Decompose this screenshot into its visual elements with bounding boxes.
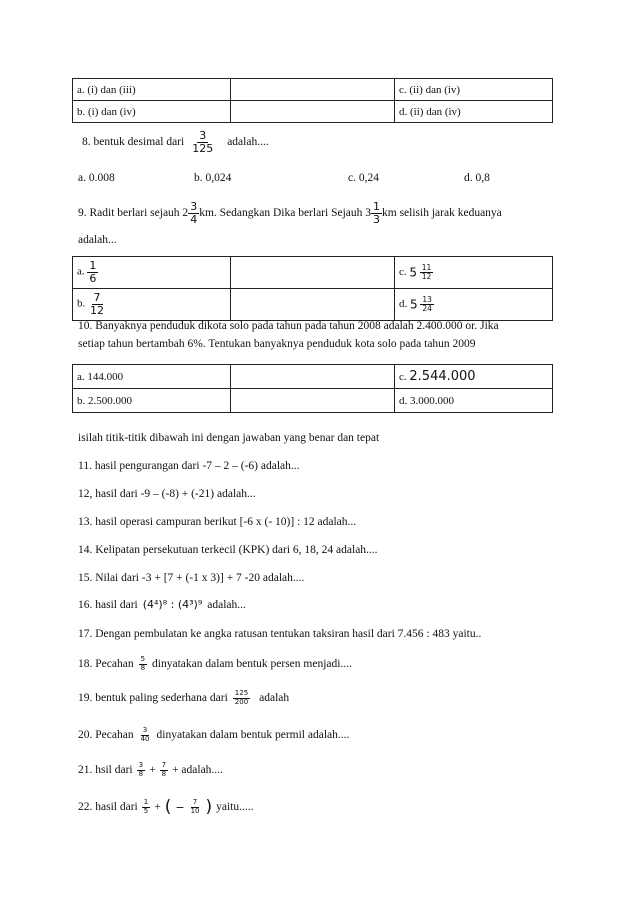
q22-plus: + bbox=[154, 801, 161, 813]
q9-opt-d-num: 13 bbox=[422, 295, 432, 305]
q8-option-a: a. 0.008 bbox=[78, 172, 115, 184]
q9-option-c bbox=[395, 257, 553, 289]
q8-denominator: 125 bbox=[192, 141, 214, 155]
q8-fraction bbox=[190, 130, 215, 154]
question-16 bbox=[78, 598, 246, 611]
q21-prefix: 21. hsil dari bbox=[78, 764, 133, 776]
q21-fraction-1 bbox=[137, 762, 145, 778]
q9-opt-b-den: 12 bbox=[90, 304, 104, 317]
q8-option-d: d. 0,8 bbox=[464, 172, 490, 184]
empty-cell bbox=[231, 79, 395, 101]
question-18 bbox=[78, 650, 352, 678]
q21-num2: 7 bbox=[161, 761, 167, 770]
empty-cell bbox=[231, 365, 395, 389]
section-instruction: isilah titik-titik dibawah ini dengan jawaban yang benar dan tepat bbox=[78, 432, 380, 444]
empty-cell bbox=[231, 257, 395, 289]
q9-opt-c-whole: 5 bbox=[409, 265, 418, 280]
q9-frac2-num: 1 bbox=[373, 199, 381, 213]
q21-num1: 3 bbox=[138, 761, 144, 770]
question-19 bbox=[78, 684, 289, 712]
q9-text-c: km selisih jarak keduanya bbox=[382, 207, 502, 219]
q8-option-b: b. 0,024 bbox=[194, 172, 232, 184]
q7-option-b: b. (i) dan (iv) bbox=[73, 101, 231, 123]
q18-den: 8 bbox=[140, 663, 146, 672]
q20-den: 40 bbox=[140, 734, 150, 743]
q10-opt-c-value: 2.544.000 bbox=[409, 369, 476, 384]
q7-option-c: c. (ii) dan (iv) bbox=[395, 79, 553, 101]
q9-opt-d-den: 24 bbox=[422, 304, 432, 313]
q16-prefix: 16. hasil dari bbox=[78, 598, 138, 611]
q21-den1: 8 bbox=[138, 769, 144, 778]
q21-den2: 8 bbox=[161, 769, 167, 778]
q18-suffix: dinyatakan dalam bentuk persen menjadi.... bbox=[152, 658, 352, 670]
q7-option-a: a. (i) dan (iii) bbox=[73, 79, 231, 101]
q20-suffix: dinyatakan dalam bentuk permil adalah.... bbox=[156, 729, 350, 741]
q9-fraction-1 bbox=[188, 201, 199, 225]
q9-opt-c-den: 12 bbox=[421, 272, 432, 281]
q20-fraction bbox=[139, 727, 152, 743]
q9-opt-c-fraction bbox=[420, 264, 434, 281]
q9-opt-a-fraction bbox=[87, 260, 98, 284]
q22-den1: 5 bbox=[143, 806, 149, 815]
q22-fraction-2 bbox=[189, 799, 202, 815]
q9-opt-d-fraction bbox=[420, 296, 434, 313]
q10-option-c bbox=[395, 365, 553, 389]
question-13: 13. hasil operasi campuran berikut [-6 x (- 10)] : 12 adalah... bbox=[78, 516, 357, 528]
q22-prefix: 22. hasil dari bbox=[78, 801, 138, 813]
question-17: 17. Dengan pembulatan ke angka ratusan tentukan taksiran hasil dari 7.456 : 483 yaitu.. bbox=[78, 628, 482, 640]
q9-opt-d-label: d. bbox=[399, 298, 408, 311]
q10-option-b: b. 2.500.000 bbox=[73, 389, 231, 413]
question-20 bbox=[78, 721, 349, 749]
q22-den2: 10 bbox=[190, 806, 200, 815]
empty-cell bbox=[231, 389, 395, 413]
q9-option-b bbox=[73, 289, 231, 321]
q9-opt-b-num: 7 bbox=[93, 291, 101, 305]
q9-line-2: adalah... bbox=[78, 234, 117, 246]
q22-suffix: yaitu..... bbox=[216, 801, 254, 813]
q22-open-paren: ( bbox=[164, 797, 172, 817]
q9-option-d bbox=[395, 289, 553, 321]
question-22 bbox=[78, 790, 254, 824]
q9-opt-d-whole: 5 bbox=[410, 297, 418, 312]
q9-opt-b-fraction bbox=[88, 292, 106, 316]
empty-cell bbox=[231, 101, 395, 123]
q9-frac2-den: 3 bbox=[373, 212, 381, 226]
q19-den: 200 bbox=[234, 697, 249, 706]
q21-fraction-2 bbox=[160, 762, 168, 778]
q9-text-b: km. Sedangkan Dika berlari Sejauh 3 bbox=[199, 207, 372, 219]
q22-minus: − bbox=[175, 800, 185, 814]
q8-prefix: 8. bentuk desimal dari bbox=[82, 136, 185, 148]
q7-option-d: d. (ii) dan (iv) bbox=[395, 101, 553, 123]
q22-num1: 1 bbox=[143, 798, 149, 807]
q22-fraction-1 bbox=[142, 799, 150, 815]
q18-num: 5 bbox=[140, 655, 146, 664]
q9-opt-c-num: 11 bbox=[421, 263, 432, 273]
q21-plus: + bbox=[149, 764, 156, 776]
q22-close-paren: ) bbox=[205, 797, 213, 817]
q9-option-a bbox=[73, 257, 231, 289]
q10-option-a: a. 144.000 bbox=[73, 365, 231, 389]
q9-opt-a-num: 1 bbox=[89, 259, 97, 273]
question-12: 12, hasil dari -9 – (-8) + (-21) adalah... bbox=[78, 488, 256, 500]
q21-suffix: + adalah.... bbox=[172, 764, 223, 776]
question-15: 15. Nilai dari -3 + [7 + (-1 x 3)] + 7 -20 adalah.... bbox=[78, 572, 305, 584]
q9-opt-a-label: a. bbox=[77, 266, 85, 279]
q18-fraction bbox=[139, 656, 147, 672]
q20-prefix: 20. Pecahan bbox=[78, 729, 134, 741]
question-9 bbox=[78, 194, 502, 232]
question-21 bbox=[78, 756, 223, 784]
q9-frac1-num: 3 bbox=[190, 199, 198, 213]
q8-option-c: c. 0,24 bbox=[348, 172, 379, 184]
q9-opt-a-den: 6 bbox=[89, 272, 97, 285]
q19-suffix: adalah bbox=[259, 692, 290, 704]
question-11: 11. hasil pengurangan dari -7 – 2 – (-6) adalah... bbox=[78, 460, 300, 472]
empty-cell bbox=[231, 289, 395, 321]
question-14: 14. Kelipatan persekutuan terkecil (KPK) dari 6, 18, 24 adalah.... bbox=[78, 544, 378, 556]
q16-expression: (4⁴)⁸ : (4³)⁹ bbox=[142, 598, 203, 611]
q9-options-table bbox=[72, 256, 553, 321]
q9-fraction-2 bbox=[371, 201, 382, 225]
q9-opt-b-label: b. bbox=[77, 298, 86, 311]
q10-options-table bbox=[72, 364, 553, 413]
q22-num2: 7 bbox=[192, 798, 198, 807]
q16-suffix: adalah... bbox=[207, 598, 246, 611]
q10-line-2: setiap tahun bertambah 6%. Tentukan banyaknya penduduk kota solo pada tahun 2009 bbox=[78, 338, 476, 350]
q10-option-d: d. 3.000.000 bbox=[395, 389, 553, 413]
q10-opt-c-label: c. bbox=[399, 371, 407, 383]
q8-numerator: 3 bbox=[199, 128, 207, 142]
q19-fraction bbox=[233, 690, 250, 706]
q8-suffix: adalah.... bbox=[227, 136, 269, 148]
q9-text-a: 9. Radit berlari sejauh 2 bbox=[78, 207, 189, 219]
q18-prefix: 18. Pecahan bbox=[78, 658, 134, 670]
question-8 bbox=[82, 124, 269, 160]
q19-num: 125 bbox=[234, 689, 249, 698]
q10-line-1: 10. Banyaknya penduduk dikota solo pada tahun pada tahun 2008 adalah 2.400.000 or. Jika bbox=[78, 320, 499, 332]
q19-prefix: 19. bentuk paling sederhana dari bbox=[78, 692, 228, 704]
q7-options-table bbox=[72, 78, 553, 123]
q9-frac1-den: 4 bbox=[190, 212, 198, 226]
q9-opt-c-label: c. bbox=[399, 266, 407, 279]
q20-num: 3 bbox=[142, 726, 148, 735]
